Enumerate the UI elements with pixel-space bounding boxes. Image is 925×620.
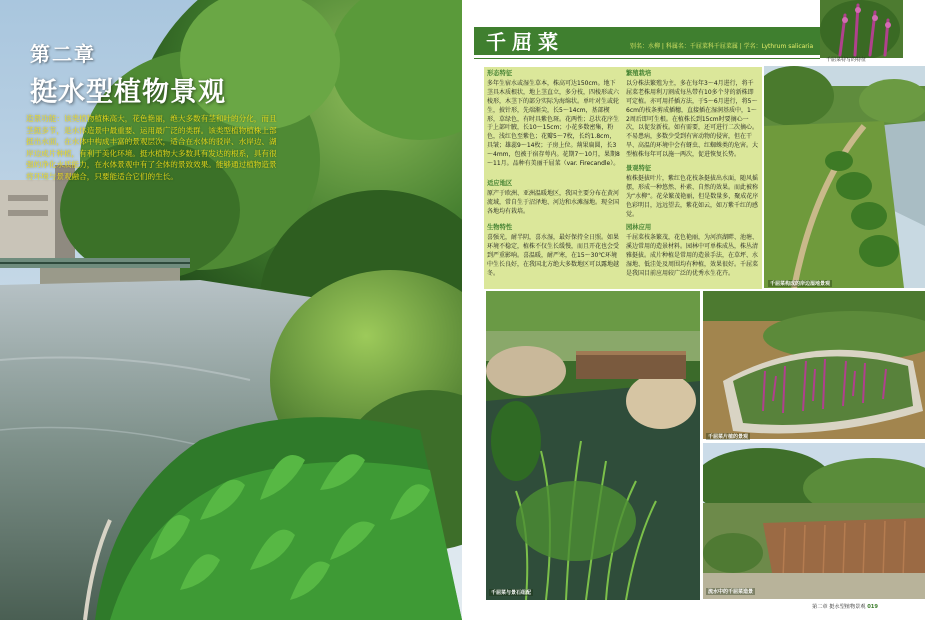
propagation-text: 以分株法繁殖为主，多在每年3～4月进行，将千屈菜老株用利刀割成每丛带有10多个芽的新株即可定植。亦可用扦插方法，于5～6月进行，将5～6cm的枝条剪成插穗，直接插在湿润基质中，1～2周后即可生根。在植株长到15cm时要摘心一次，以促发新枝。如有需要，还可进行二次摘心。不易患病，多数少受到有害动物的侵害，但在干旱、高温的环境中会有蚜虫、红蜘蛛类的危害。大型植株每年可以施一两次，促进恢复长势。 bbox=[626, 79, 759, 159]
application-section bbox=[626, 224, 759, 278]
region-section bbox=[487, 180, 620, 217]
page-number: 019 bbox=[867, 604, 879, 610]
application-text: 千屈菜枝条繁茂，花色艳丽，为河滨湖畔、池塘、溪边常用的造景材料。园林中可单株成丛，株丛清雅挺拔。成片种植是常用的造景手法，在草坪、水湿地、低洼处及周围均有种植，效果很好。千屈菜是我国目前应用较广泛的优秀水生花卉。 bbox=[626, 233, 759, 277]
ornamental-section bbox=[626, 165, 759, 219]
ornamental-heading: 景观特征 bbox=[626, 165, 652, 172]
habit-heading: 生物特性 bbox=[487, 224, 513, 231]
rock-garden-caption: 千屈菜与景石组配 bbox=[491, 590, 532, 596]
wetland-caption: 流水中的千屈菜造景 bbox=[708, 589, 754, 595]
riverbank-caption: 千屈菜构成的岸边湿地景观 bbox=[770, 281, 831, 287]
propagation-section bbox=[626, 70, 759, 160]
chapter-title: 挺水型植物景观 bbox=[30, 77, 226, 108]
region-text: 原产于欧洲、亚洲温暖地区，我国主要分布在黄河流域，常自生于沼泽地、河边和水滩湿地。现全国各地均有栽培。 bbox=[487, 189, 620, 215]
chapter-intro: 造景功能：该类植物植株高大，花色艳丽，绝大多数有茎和叶的分化，而且茎挺多节，是水体造景中最重要、运用最广泛的类群。该类型植物植株上部挺出水面，在水体中构成丰富的景观层次，适合在水体的驳岸、水岸边、湖岸边成片种植，有利于美化环境。挺水植物大多数具有发达的根系，具有很强的净化水质能力，在水体景观中有了全体的景致效果。能够通过植物造景将环境与景观融合，只要能适合它们的生长。 bbox=[26, 114, 277, 181]
habit-section bbox=[487, 224, 620, 278]
title-divider bbox=[474, 58, 820, 59]
footer-chapter: 第二章 挺水型植物景观 bbox=[812, 604, 866, 610]
wetland-photo bbox=[703, 443, 925, 599]
propagation-heading: 繁殖栽培 bbox=[626, 70, 652, 77]
top-photo-caption: 千屈菜特写的特征 bbox=[826, 57, 867, 63]
ornamental-text: 植株挺拔叶片，紫红色花枝条挺拔出水面，随风摇摆，形成一种悠然、朴素、自然的效果。而此被称为“水柳”。花朵繁茂艳丽，但是数量多，聚成花序色彩明目，远远望去，紫花如云，如万紫千红的感觉。 bbox=[626, 174, 759, 218]
morphology-section bbox=[487, 70, 620, 169]
morphology-heading: 形态特征 bbox=[487, 70, 513, 77]
riverbank-photo bbox=[764, 66, 925, 288]
morphology-text: 多年生宿水或湿生草本，株高可达150cm。地下茎具木质根状，地上茎直立，多分枝，四棱形或六棱形，木茎下的部分实际为海绵状。单叶对生或轮生，披针形，先端渐尖，长5～14cm，基部楔形，草绿色，有时具紫色斑。花两性；总状花序生于上部叶腋，长10～15cm；小花多数密集，粉色，浅红色至紫色；花瓣5～7枚，长约1.8cm，具皱；雄蕊9～14枚；子房上位。蒴果扁圆，长3～4mm，包被于宿存萼内。花期7～10月，果期8～11月。品种有美丽千屈菜（var. Firecandle）。 bbox=[487, 79, 620, 168]
rock-garden-photo bbox=[486, 291, 700, 600]
chapter-number: 第二章 bbox=[30, 42, 96, 66]
habit-text: 喜强光，耐半阴，喜水湿，最好保持全日照。如果环境不稳定，植株不仅生长缓慢，而且开花也会受到严重影响。喜温暖，耐严寒，在15～30℃环境中生长良好，在我国北方绝大多数地区可以露地越冬。 bbox=[487, 233, 620, 277]
description-box bbox=[484, 67, 762, 289]
pond-caption: 千屈菜片植的景观 bbox=[708, 434, 749, 440]
flower-closeup-photo bbox=[820, 0, 903, 58]
region-heading: 适应地区 bbox=[487, 180, 513, 187]
scientific-name-line: 别名：水柳 | 科属名：千屈菜科千屈菜属 | 学名：Lythrum salicaria bbox=[630, 43, 814, 50]
page-footer bbox=[812, 603, 878, 610]
pond-planting-photo bbox=[703, 291, 925, 439]
application-heading: 园林应用 bbox=[626, 224, 652, 231]
plant-name: 千屈菜 bbox=[486, 30, 564, 54]
